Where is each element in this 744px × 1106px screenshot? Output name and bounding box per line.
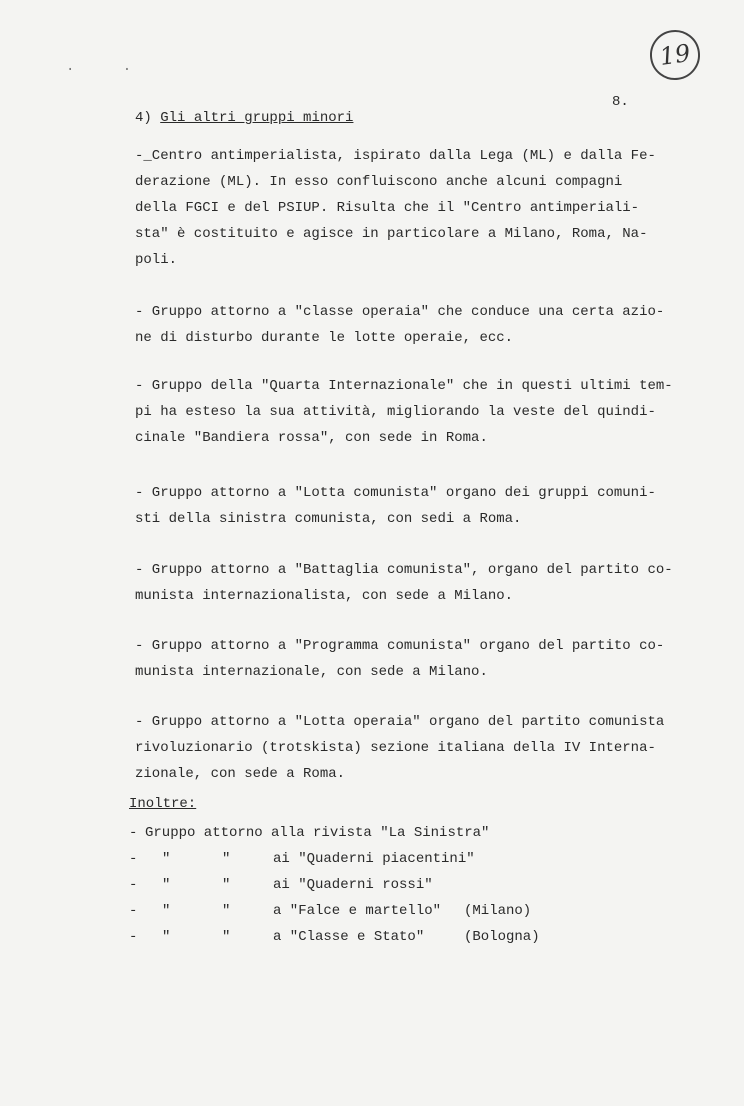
item-dash: - — [129, 825, 138, 841]
item-text: a "Classe e Stato" — [273, 929, 425, 945]
item-text: Gruppo attorno alla rivista "La Sinistra" — [145, 825, 490, 841]
text-line: -_Centro antimperialista, ispirato dalla Lega (ML) e dalla Fe- — [135, 148, 656, 164]
item-dash: - — [129, 929, 138, 945]
paragraph-centro-antimperialista — [135, 143, 680, 273]
inoltre-label: Inoltre: — [129, 796, 197, 812]
inoltre-list — [129, 820, 540, 950]
text-line: ne di disturbo durante le lotte operaie, ecc. — [135, 330, 514, 346]
text-line: - Gruppo attorno a "classe operaia" che conduce una certa azio- — [135, 304, 665, 320]
section-heading — [135, 110, 353, 126]
text-line: munista internazionale, con sede a Milano. — [135, 664, 488, 680]
text-line: della FGCI e del PSIUP. Risulta che il "Centro antimperiali- — [135, 200, 640, 216]
text-line: poli. — [135, 252, 178, 268]
item-text: ai "Quaderni piacentini" — [273, 851, 475, 867]
paragraph-quarta-internazionale — [135, 373, 680, 451]
ditto-mark: " — [162, 903, 171, 919]
text-line: - Gruppo attorno a "Programma comunista" organo del partito co- — [135, 638, 665, 654]
text-line: sta" è costituito e agisce in particolare a Milano, Roma, Na- — [135, 226, 648, 242]
item-text: ai "Quaderni rossi" — [273, 877, 433, 893]
ditto-mark: " — [162, 851, 171, 867]
list-item — [129, 820, 490, 846]
paragraph-lotta-comunista — [135, 480, 680, 532]
text-line: - Gruppo attorno a "Battaglia comunista", organo del partito co- — [135, 562, 673, 578]
text-line: zionale, con sede a Roma. — [135, 766, 346, 782]
item-dash: - — [129, 903, 138, 919]
list-item — [129, 872, 433, 898]
text-line: munista internazionalista, con sede a Milano. — [135, 588, 514, 604]
item-dash: - — [129, 877, 138, 893]
ditto-mark: " — [222, 903, 231, 919]
text-line: - Gruppo attorno a "Lotta comunista" organo dei gruppi comuni- — [135, 485, 656, 501]
ditto-mark: " — [222, 929, 231, 945]
paragraph-battaglia-comunista — [135, 557, 680, 609]
ditto-mark: " — [162, 929, 171, 945]
ditto-mark: " — [222, 851, 231, 867]
text-line: pi ha esteso la sua attività, migliorando la veste del quindi- — [135, 404, 656, 420]
text-line: - Gruppo attorno a "Lotta operaia" organo del partito comunista — [135, 714, 665, 730]
text-line: rivoluzionario (trotskista) sezione italiana della IV Interna- — [135, 740, 656, 756]
text-line: - Gruppo della "Quarta Internazionale" che in questi ultimi tem- — [135, 378, 673, 394]
item-city: (Milano) — [464, 903, 532, 919]
heading-title: Gli altri gruppi minori — [160, 110, 354, 126]
scan-specks: · · — [66, 62, 152, 78]
page-number: 8. — [612, 94, 629, 110]
text-line: cinale "Bandiera rossa", con sede in Roma. — [135, 430, 488, 446]
text-line: sti della sinistra comunista, con sedi a Roma. — [135, 511, 522, 527]
item-text: a "Falce e martello" — [273, 903, 442, 919]
handwritten-page-mark: 19 — [647, 27, 703, 83]
paragraph-programma-comunista — [135, 633, 680, 685]
paragraph-lotta-operaia — [135, 709, 680, 787]
text-line: derazione (ML). In esso confluiscono anche alcuni compagni — [135, 174, 623, 190]
item-city: (Bologna) — [464, 929, 540, 945]
ditto-mark: " — [162, 877, 171, 893]
heading-prefix: 4) — [135, 110, 161, 126]
paragraph-classe-operaia — [135, 299, 680, 351]
item-dash: - — [129, 851, 138, 867]
ditto-mark: " — [222, 877, 231, 893]
list-item — [129, 898, 532, 924]
list-item — [129, 846, 475, 872]
list-item — [129, 924, 540, 950]
